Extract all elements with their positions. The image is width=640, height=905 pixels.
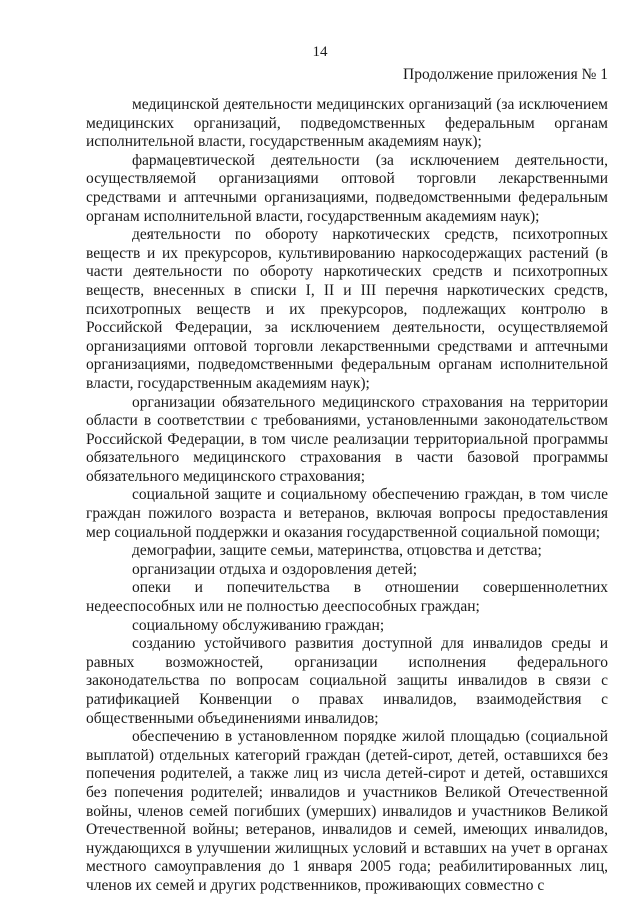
- page-number: 14: [312, 44, 328, 60]
- paragraph: опеки и попечительства в отношении совершеннолетних недееспособных или не полностью дееспособных граждан;: [86, 579, 608, 616]
- paragraph: социальной защите и социальному обеспечению граждан, в том числе граждан пожилого возраста и ветеранов, включая вопросы предоставления мер социальной поддержки и оказания государственной социальной помощи;: [86, 486, 608, 541]
- paragraph: деятельности по обороту наркотических средств, психотропных веществ и их прекурсоров, культивированию наркосодержащих растений (в части деятельности по обороту наркотических средств и психотропных веществ, внесенных в списки I, II и III перечня наркотических средств, психотропных веществ и их прекурсоров, подлежащих контролю в Российской Федерации, за исключением деятельности, осуществляемой организациями оптовой торговли лекарственными средствами и аптечными организациями, подведомственными федеральным органам исполнительной власти, государственным академиям наук);: [86, 226, 608, 392]
- paragraph: демографии, защите семьи, материнства, отцовства и детства;: [132, 542, 542, 560]
- appendix-continuation-note: Продолжение приложения № 1: [403, 66, 608, 83]
- paragraph: созданию устойчивого развития доступной для инвалидов среды и равных возможностей, организации исполнения федерального законодательства по вопросам социальной защиты инвалидов в связи с ратификацией Конвенции о правах инвалидов, взаимодействия с общественными объединениями инвалидов;: [86, 635, 608, 727]
- document-body: [86, 96, 608, 896]
- paragraph: обеспечению в установленном порядке жилой площадью (социальной выплатой) отдельных категорий граждан (детей-сирот, детей, оставшихся без попечения родителей, а также лиц из числа детей-сирот и детей, оставшихся без попечения родителей; инвалидов и участников Великой Отечественной войны, членов семей погибших (умерших) инвалидов и участников Великой Отечественной войны; ветеранов, инвалидов и семей, имеющих инвалидов, нуждающихся в улучшении жилищных условий и вставших на учет в органах местного самоуправления до 1 января 2005 года; реабилитированных лиц, членов их семей и других родственников, проживающих совместно с: [86, 728, 608, 894]
- paragraph: организации обязательного медицинского страхования на территории области в соответствии с требованиями, установленными законодательством Российской Федерации, в том числе реализации территориальной программы обязательного медицинского страхования в части базовой программы обязательного медицинского страхования;: [86, 393, 608, 485]
- paragraph: организации отдыха и оздоровления детей;: [132, 560, 418, 578]
- paragraph: социальному обслуживанию граждан;: [132, 616, 385, 634]
- paragraph: медицинской деятельности медицинских организаций (за исключением медицинских организаций, подведомственных федеральным органам исполнительной власти, государственным академиям наук);: [86, 96, 608, 151]
- paragraph: фармацевтической деятельности (за исключением деятельности, осуществляемой организациями оптовой торговли лекарственными средствами и аптечными организациями, подведомственными федеральным органам исполнительной власти, государственным академиям наук);: [86, 151, 608, 225]
